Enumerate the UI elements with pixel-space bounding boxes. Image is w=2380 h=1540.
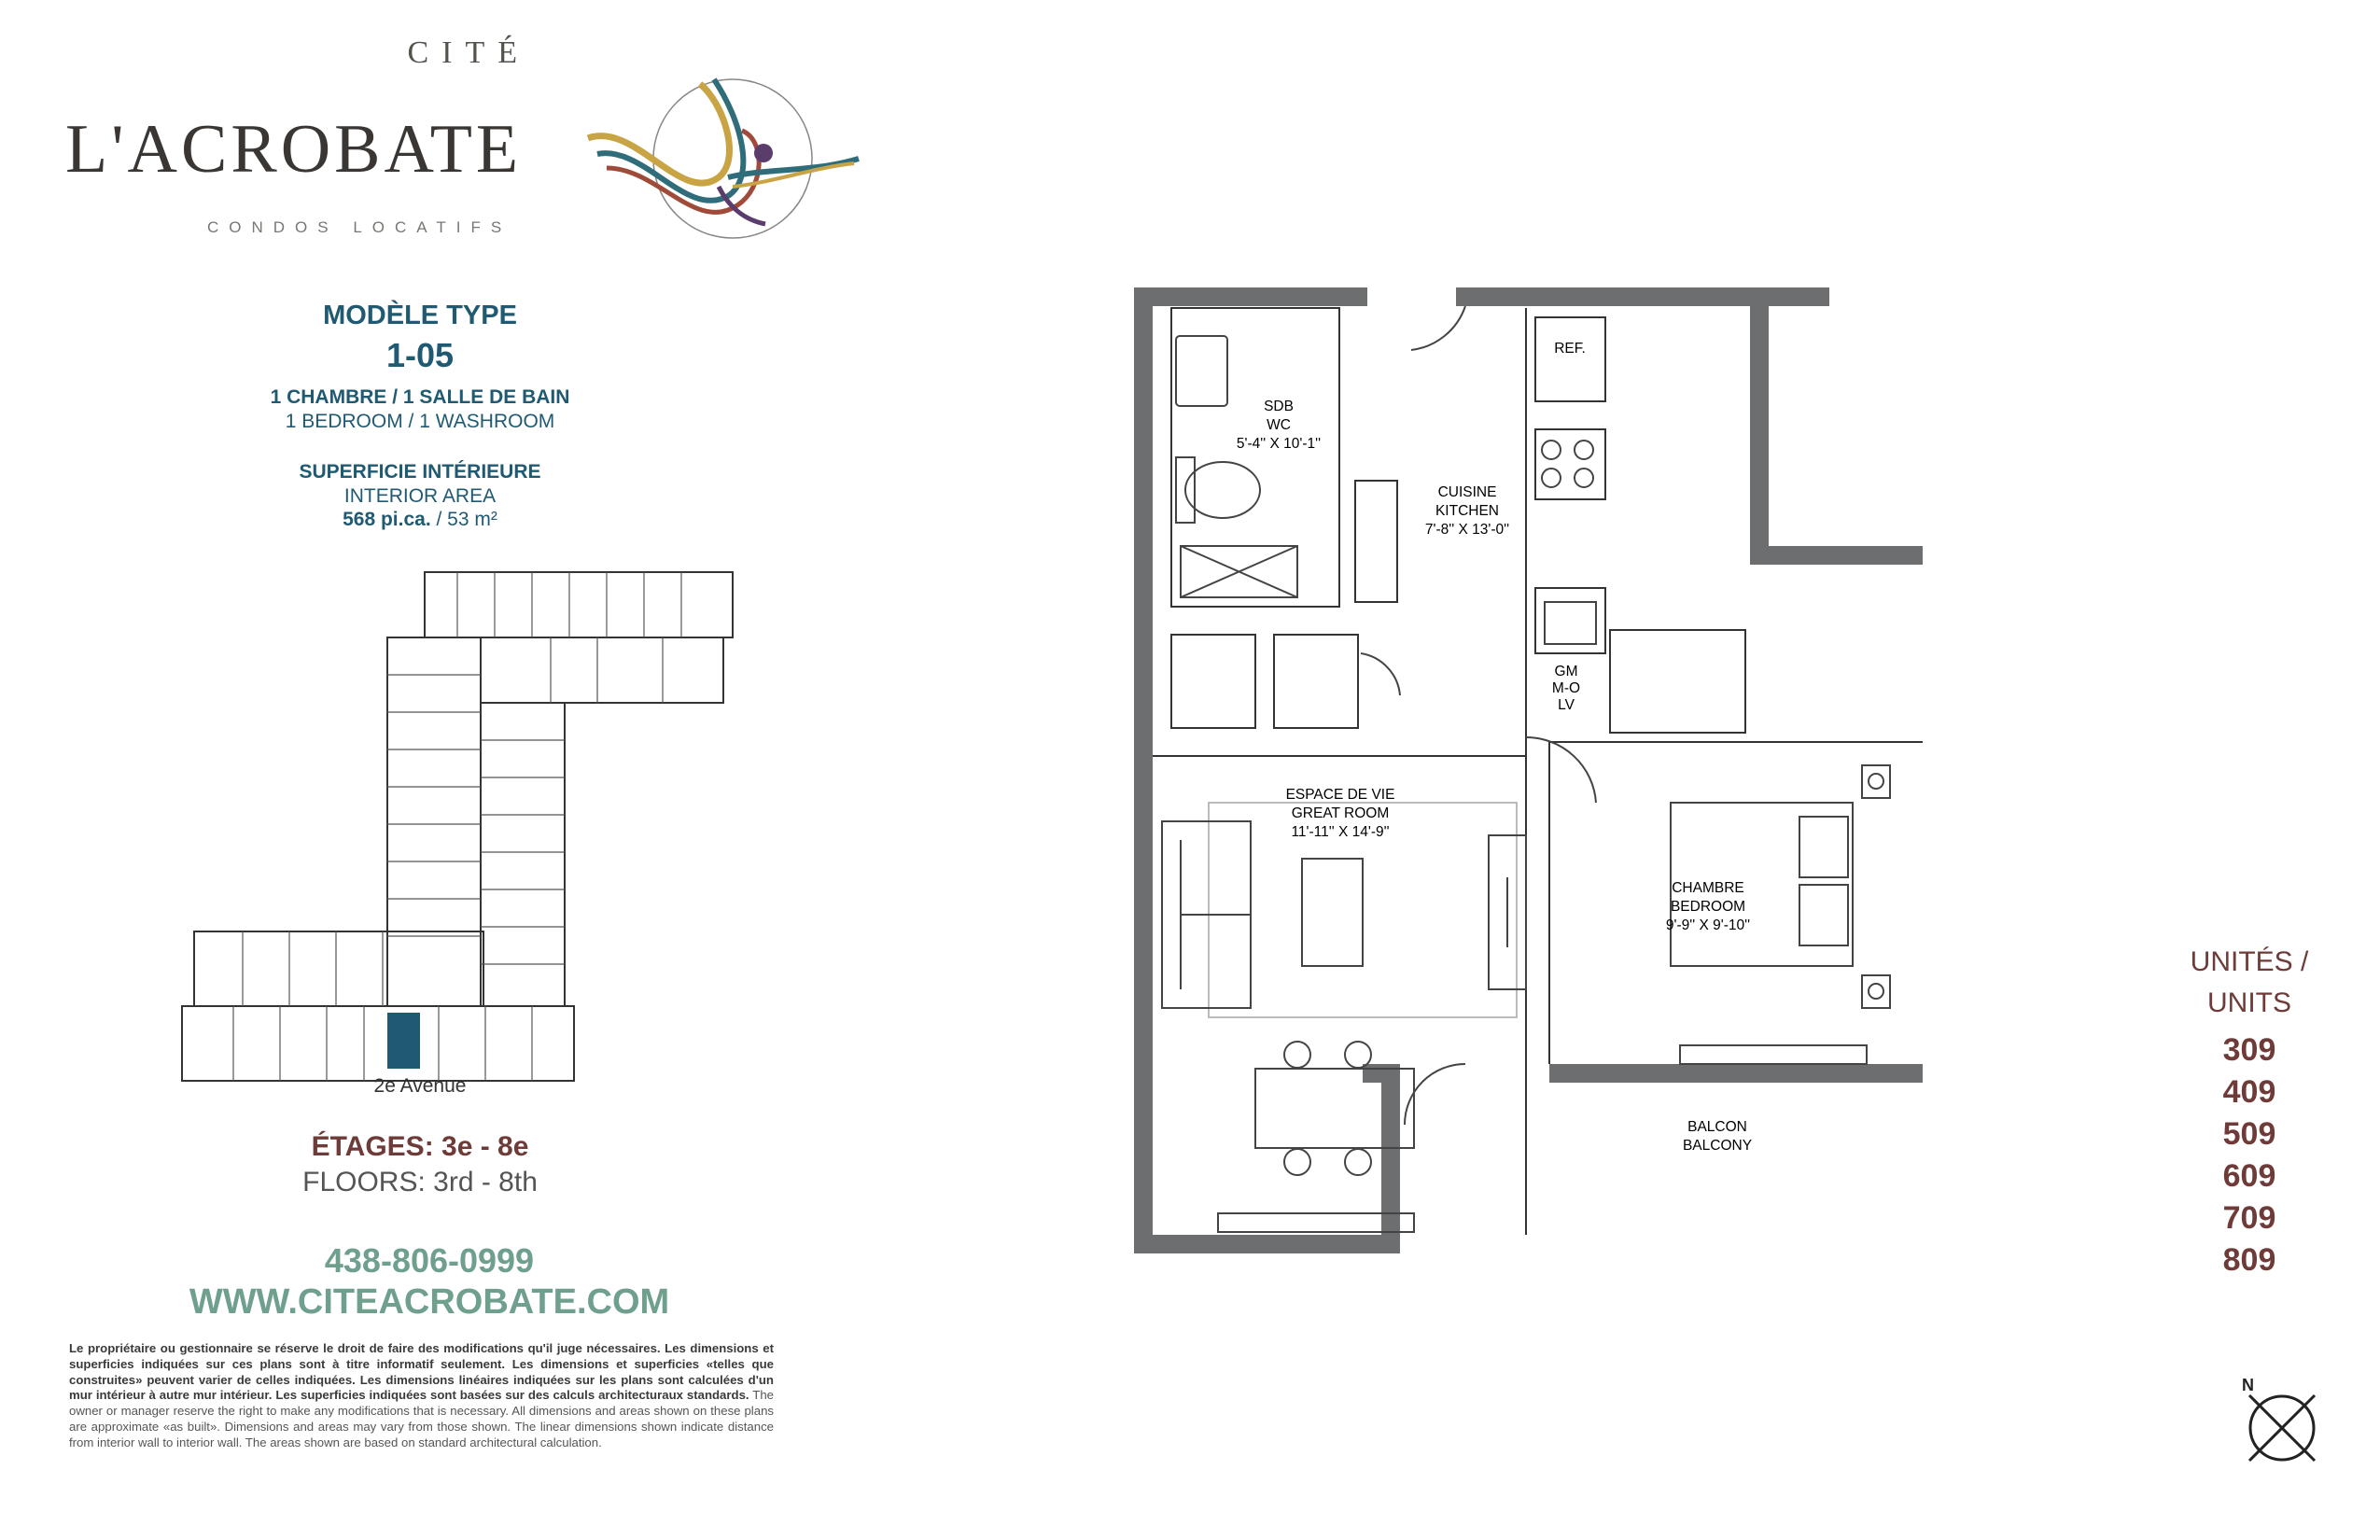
disclaimer-en: The owner or manager reserve the right to make any modifications that is necessary. All dimensions and areas shown on these plans are approximate «as built». Dimensions and areas may vary from those shown. The linear dimensions shown indicate distance from interior wall to interior wall. The areas shown are based on standard architectural calculation.: [69, 1388, 774, 1449]
living-label-fr: ESPACE DE VIE: [1285, 787, 1395, 803]
building-keyplan: [177, 565, 756, 1083]
units-title-en: UNITS: [2207, 987, 2291, 1018]
bath-label-fr: SDB: [1264, 399, 1294, 414]
bedroom-dimensions: 9'-9'' X 9'-10'': [1665, 917, 1751, 933]
bedroom-label-fr: CHAMBRE: [1672, 880, 1744, 896]
area-sqft: 568 pi.ca.: [343, 509, 431, 530]
disclaimer: [69, 1341, 774, 1451]
logo-wordmark: L'ACROBATE: [65, 111, 523, 188]
logo-cite: CITÉ: [407, 35, 530, 70]
floor-plan: [1120, 280, 1923, 1260]
kitchen-label-fr: CUISINE: [1437, 484, 1497, 500]
unit-number: 309: [2222, 1032, 2276, 1068]
laundry-label-3: LV: [1558, 697, 1575, 713]
kitchen-dimensions: 7'-8'' X 13'-0'': [1424, 522, 1510, 538]
website-link[interactable]: WWW.CITEACROBATE.COM: [189, 1282, 670, 1322]
north-compass-icon: [2231, 1372, 2333, 1475]
bath-dimensions: 5'-4'' X 10'-1'': [1236, 436, 1322, 452]
floors-en: FLOORS: 3rd - 8th: [302, 1167, 538, 1197]
area-m2: / 53 m²: [436, 509, 497, 530]
balcony-label-en: BALCONY: [1682, 1138, 1753, 1154]
living-label-en: GREAT ROOM: [1291, 805, 1390, 821]
area-label-en: INTERIOR AREA: [343, 485, 497, 507]
floors-fr: ÉTAGES: 3e - 8e: [311, 1131, 529, 1162]
bedroom-label-en: BEDROOM: [1670, 899, 1746, 915]
living-dimensions: 11'-11'' X 14'-9'': [1291, 824, 1390, 840]
unit-number: 409: [2222, 1074, 2276, 1110]
fridge-label: REF.: [1554, 341, 1586, 357]
area-value: [168, 509, 672, 531]
rooms-fr: 1 CHAMBRE / 1 SALLE DE BAIN: [270, 386, 570, 408]
highlighted-unit: [387, 1013, 420, 1069]
phone-number[interactable]: 438-806-0999: [324, 1241, 535, 1280]
disclaimer-fr: Le propriétaire ou gestionnaire se réserve le droit de faire des modifications qu'il juge nécessaires. Les dimensions et superficies indiquées sur ces plans sont à titre informatif seulement. Les dimensions et superficies «telles que construites» peuvent varier de celles indiquées. Les dimensions linéaires indiquées sur les plans sont calculées d'un mur intérieur à autre mur intérieur. Les superficies indiquées sont basées sur des calculs architecturaux standards.: [69, 1341, 774, 1403]
model-label: MODÈLE TYPE: [323, 301, 517, 330]
area-label-fr: SUPERFICIE INTÉRIEURE: [299, 461, 541, 483]
model-code: 1-05: [385, 336, 455, 374]
unit-number: 509: [2222, 1116, 2276, 1152]
units-title-fr: UNITÉS /: [2190, 946, 2309, 977]
logo-tagline: CONDOS LOCATIFS: [207, 218, 512, 236]
acrobat-logo-icon: [579, 65, 868, 243]
unit-number: 609: [2222, 1158, 2276, 1194]
north-label: N: [2242, 1376, 2254, 1394]
unit-number: 809: [2222, 1242, 2276, 1278]
rooms-en: 1 BEDROOM / 1 WASHROOM: [285, 411, 555, 432]
bath-label-en: WC: [1267, 417, 1291, 433]
laundry-label-2: M-O: [1551, 680, 1581, 696]
balcony-label-fr: BALCON: [1687, 1119, 1747, 1135]
unit-number: 709: [2222, 1200, 2276, 1236]
kitchen-label-en: KITCHEN: [1435, 503, 1500, 519]
street-label: 2e Avenue: [373, 1075, 467, 1097]
laundry-label-1: GM: [1554, 664, 1578, 679]
